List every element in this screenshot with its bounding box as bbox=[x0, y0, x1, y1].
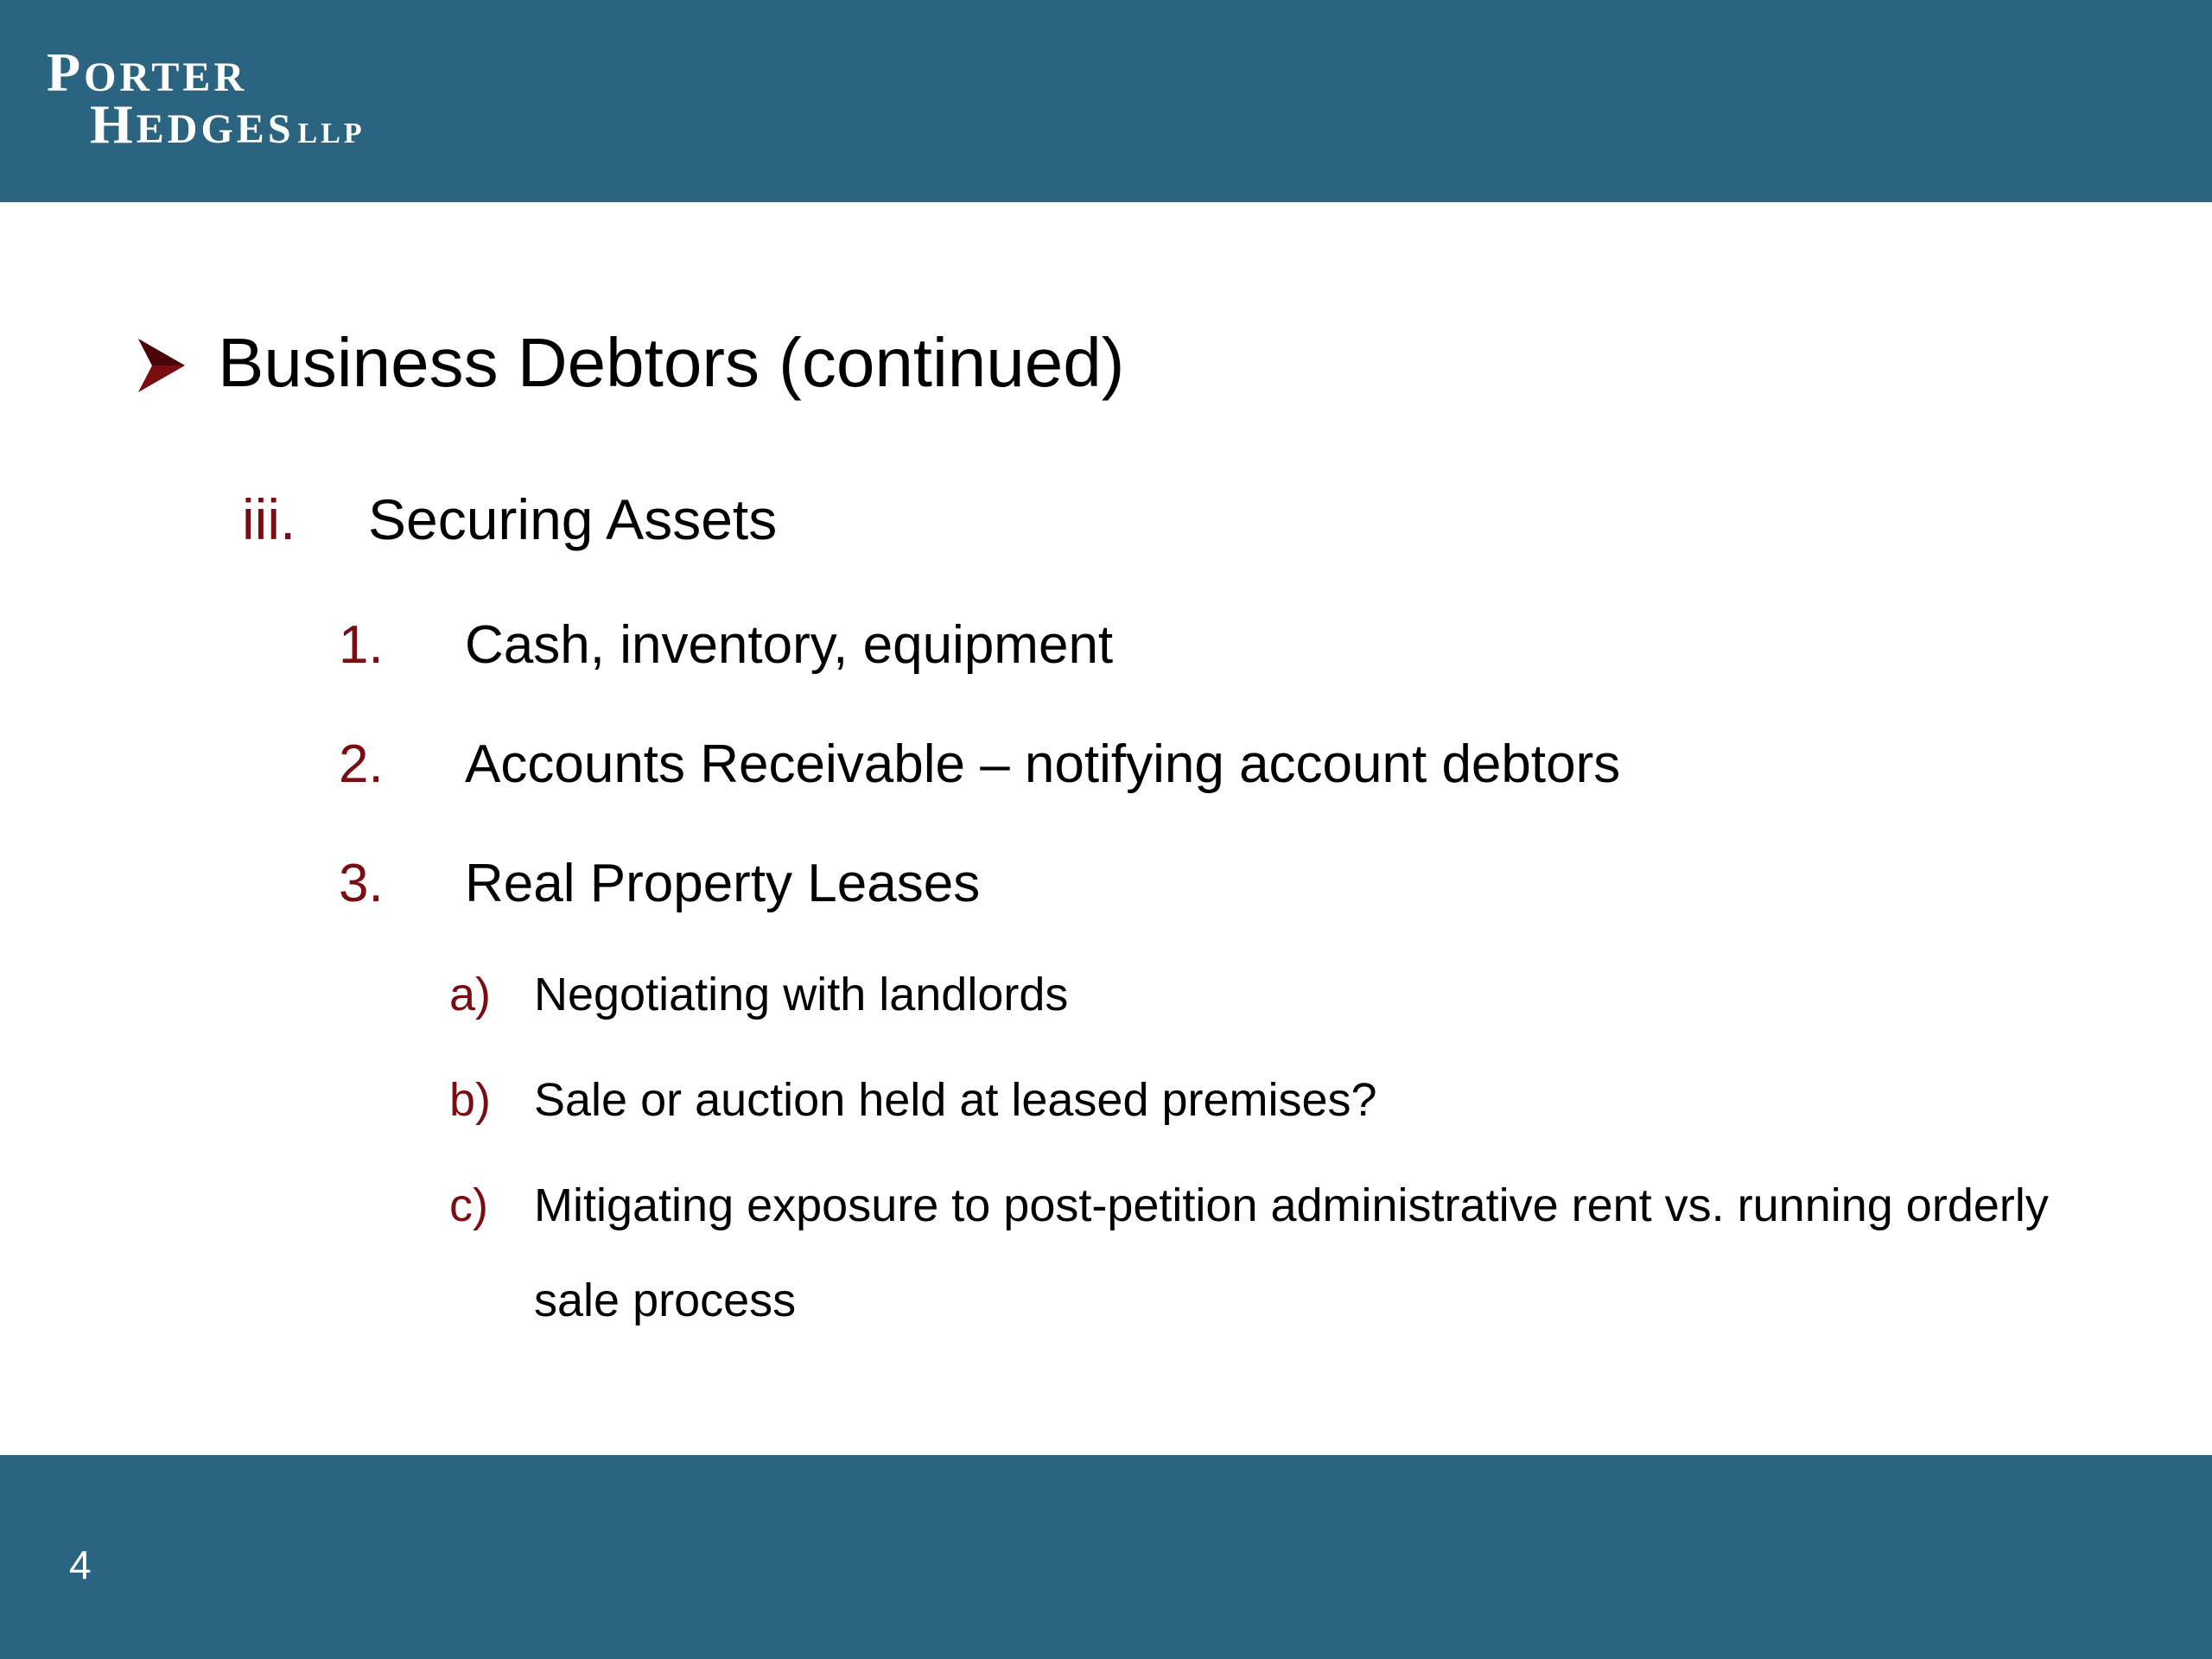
arrow-bullet-icon bbox=[138, 339, 185, 392]
page-number: 4 bbox=[69, 1542, 92, 1587]
sub-list-item-marker: b) bbox=[449, 1074, 492, 1126]
sub-list-item-marker: c) bbox=[449, 1179, 488, 1231]
list-item-text: Cash, inventory, equipment bbox=[465, 615, 1114, 675]
sub-list-item-text: Sale or auction held at leased premises? bbox=[534, 1074, 1377, 1126]
sub-list-item-marker: a) bbox=[449, 969, 492, 1020]
header-bar bbox=[0, 0, 2212, 202]
list-item-marker: 1. bbox=[339, 615, 384, 675]
slide-title: Business Debtors (continued) bbox=[218, 324, 1125, 401]
porter-hedges-logo bbox=[47, 41, 365, 155]
list-item-text: Real Property Leases bbox=[465, 854, 981, 913]
list-item-text: Accounts Receivable – notifying account debtors bbox=[465, 734, 1621, 794]
footer-bar bbox=[0, 1455, 2212, 1659]
logo-line-1: PORTER bbox=[47, 41, 248, 103]
sub-list-item-text: Negotiating with landlords bbox=[534, 969, 1069, 1020]
section-text: Securing Assets bbox=[368, 487, 778, 551]
list-item-marker: 3. bbox=[339, 854, 384, 913]
sub-list-item-text: Mitigating exposure to post-petition administrative rent vs. running orderly sale process bbox=[534, 1179, 2049, 1326]
logo-line-2: HEDGES LLP bbox=[90, 93, 365, 155]
section-marker: iii. bbox=[242, 487, 296, 551]
list-item-marker: 2. bbox=[339, 734, 384, 794]
